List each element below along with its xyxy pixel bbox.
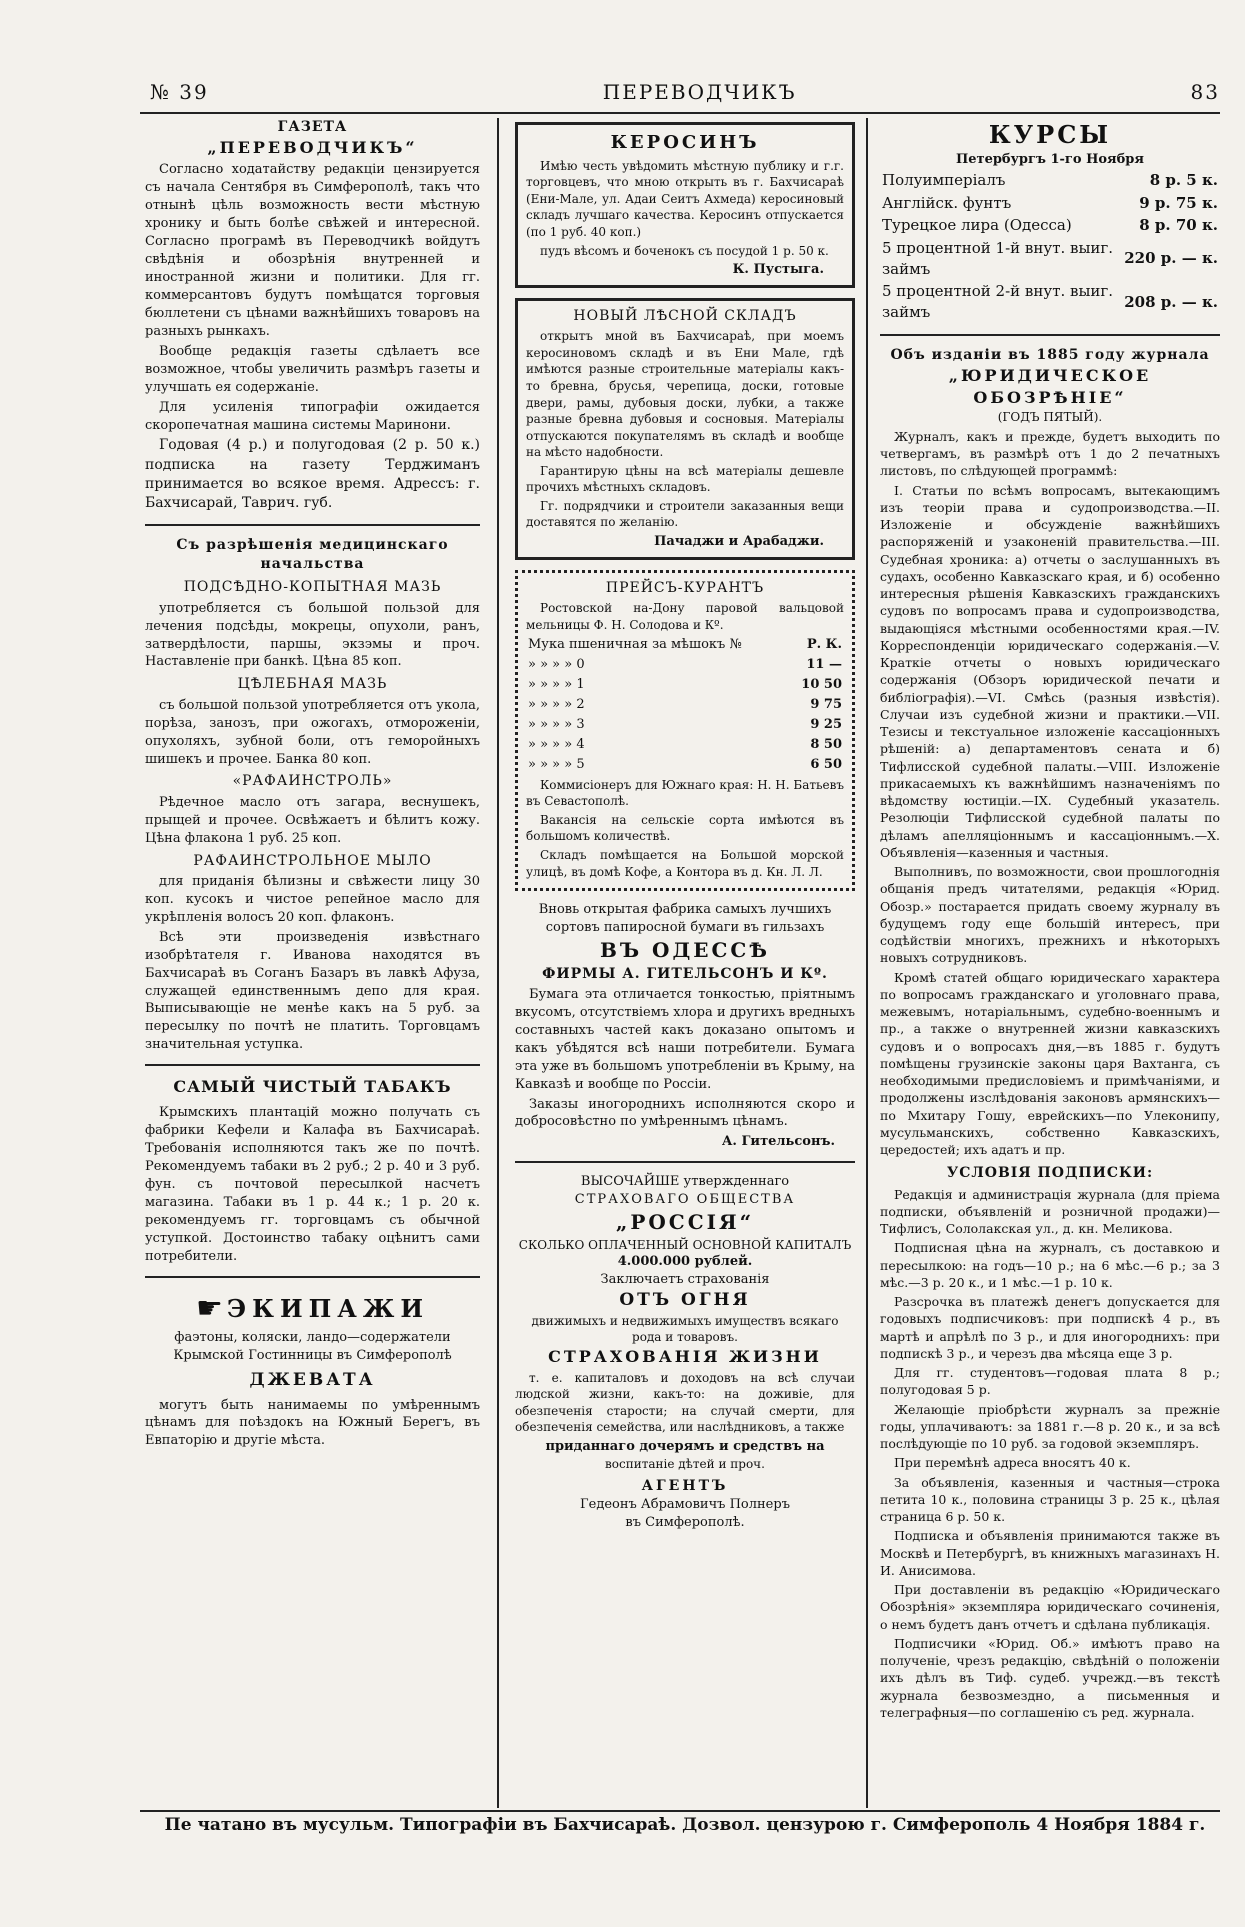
subscription-condition: За объявленія, казенныя и частныя—строка петита 10 к., половина страницы 3 р. 25 к., цѣлая страница 6 р. 50 к. xyxy=(880,1474,1220,1525)
medical-ads xyxy=(145,536,480,1055)
gazeta-name: „ПЕРЕВОДЧИКЪ“ xyxy=(207,138,418,158)
carriage-owner: ДЖЕВАТА xyxy=(249,1370,376,1391)
carriage-text-2: могутъ быть нанимаемы по умѣреннымъ цѣнамъ для поѣздокъ на Южный Берегъ, въ Евпаторію и другіе мѣста. xyxy=(145,1397,480,1449)
issue-number: № 39 xyxy=(150,80,209,104)
subscription-condition: Подписка и объявленія принимаются также въ Москвѣ и Петербургѣ, въ книжныхъ магазинахъ Н. И. Анисимова. xyxy=(880,1528,1220,1578)
section-rule xyxy=(145,524,480,526)
gazeta-paragraph: Для усиленія типографіи ожидается скоропечатная машина системы Маринони. xyxy=(145,399,480,433)
kerosene-text: Имѣю честь увѣдомить мѣстную публику и г.г. торговцевъ, что мною открыть въ г. Бахчисараѣ (Ени-Мале, ул. Адаи Сеитъ Ахмеда) керосиновый складъ лучшаго качества. Керосинъ отпускается (по 1 руб. 40 коп.) xyxy=(526,158,844,240)
table-cell: 11 — xyxy=(806,657,842,673)
lumber-text-2: Гарантирую цѣны на всѣ матеріалы дешевле прочихъ мѣстныхъ складовъ. xyxy=(526,463,844,495)
insurance-agent-name: Гедеонъ Абрамовичъ Полнеръ xyxy=(580,1496,790,1512)
subscription-condition: Подписная цѣна на журналъ, съ доставкою и пересылкою: на годъ—10 р.; на 6 мѣс.—6 р.; за 3 мѣс.—3 р. 20 к., и 1 мѣс.—1 р. 10 к. xyxy=(880,1240,1220,1290)
lumber-ad xyxy=(515,298,855,560)
subscription-condition: Подписчики «Юрид. Об.» имѣютъ право на полученіе, чрезъ редакцію, свѣдѣній о положеніи ихъ дѣлъ въ Тиф. судеб. учрежд.—въ текстѣ журнала безвозмездно, а письменныя и телеграфныя—по соглашенію съ ред. журнала. xyxy=(880,1635,1220,1720)
table-row xyxy=(880,214,1220,237)
rates-title: КУРСЫ xyxy=(988,120,1112,149)
kerosene-title: КЕРОСИНЪ xyxy=(610,132,760,153)
insurance-line: воспитаніе дѣтей и проч. xyxy=(605,1456,765,1471)
insurance-life: СТРАХОВАНІЯ ЖИЗНИ xyxy=(548,1346,822,1366)
journal-paragraph: Журналъ, какъ и прежде, будетъ выходить по четвергамъ, въ размѣрѣ отъ 1 до 2 печатныхъ листовъ, по слѣдующей программѣ: xyxy=(880,428,1220,479)
journal-title-1: Объ изданіи въ 1885 году журнала xyxy=(890,346,1210,363)
table-cell: 5 процентной 1-й внут. выиг. займъ xyxy=(882,239,1114,278)
insurance-line: СТРАХОВАГО ОБЩЕСТВА xyxy=(574,1192,796,1208)
journal-ad xyxy=(880,346,1220,1721)
insurance-ad xyxy=(515,1173,855,1531)
lumber-text: открытъ мной въ Бахчисараѣ, при моемъ керосиновомъ складѣ и въ Ени Мале, гдѣ имѣются разные строительные матеріалы какъ-то бревна, брусья, черепица, доски, готовые двери, рамы, дубовыя доски, лубки, а также разные бревна дубовыя и сосновыя. Матеріалы отпускаются покупателямъ въ складѣ и вообще на мѣсто надобности. xyxy=(526,329,844,460)
section-rule xyxy=(145,1276,480,1278)
price-list-agent: Коммисіонеръ для Южнаго края: Н. Н. Батьевъ въ Севастополѣ. xyxy=(526,777,845,809)
table-head: Р. К. xyxy=(806,637,842,653)
subscription-condition: При перемѣнѣ адреса вносятъ 40 к. xyxy=(894,1455,1131,1471)
insurance-line: т. е. капиталовъ и доходовъ на всѣ случаи людской жизни, какъ-то: на доживіе, для обезпеченія старости; на случай смерти, для обезпеченія семейства, или наслѣдниковъ, а также xyxy=(515,1370,855,1435)
paper-signature: А. Гительсонъ. xyxy=(721,1134,835,1150)
newspaper-title: ПЕРЕВОДЧИКЪ xyxy=(602,80,797,104)
rafainstrol-text: Рѣдечное масло отъ загара, веснушекъ, прыщей и прочее. Освѣжаетъ и бѣлитъ кожу. Цѣна флакона 1 руб. 25 коп. xyxy=(145,794,480,846)
tobacco-text: Крымскихъ плантацій можно получать съ фабрики Кефели и Калафа въ Бахчисараѣ. Требованія исполняются такъ же по почтѣ. Рекомендуемъ табаки въ 2 руб.; 2 р. 40 и 3 руб. фун. съ почтовой пересылкой насчетъ магазина. Табаки въ 1 р. 44 к.; 1 р. 20 к. рекомендуемъ гг. торговцамъ съ обычной уступкой. Достоинство табаку оцѣнитъ сами потребители. xyxy=(145,1105,480,1264)
table-row xyxy=(526,655,844,675)
paper-text-2: Заказы иногороднихъ исполняются скоро и добросовѣстно по умѣреннымъ цѣнамъ. xyxy=(515,1096,855,1130)
ointment1-title: ПОДСѢДНО-КОПЫТНАЯ МАЗЬ xyxy=(183,579,442,596)
subscription-title: УСЛОВІЯ ПОДПИСКИ: xyxy=(946,1165,1154,1182)
price-list-subtitle: Ростовской на-Дону паровой вальцовой мельницы Ф. Н. Солодова и Кº. xyxy=(526,601,844,632)
table-row xyxy=(526,695,844,715)
gazeta-paragraph: Вообще редакція газеты сдѣлаетъ все возможное, чтобы увеличить размѣръ газеты и улучшать ея содержаніе. xyxy=(145,343,480,395)
insurance-line: Заключаетъ страхованія xyxy=(600,1272,770,1288)
column-divider-2 xyxy=(866,118,868,1808)
rates-subtitle: Петербургъ 1-го Ноября xyxy=(955,152,1145,168)
column-divider-1 xyxy=(497,118,499,1808)
price-list-note: Вакансія на сельскіе сорта имѣются въ большомъ количествѣ. xyxy=(526,812,844,844)
tobacco-title: САМЫЙ ЧИСТЫЙ ТАБАКЪ xyxy=(173,1077,452,1097)
column-middle xyxy=(515,118,855,1542)
kerosene-price: пудъ вѣсомъ и боченокъ съ посудой 1 р. 50 к. xyxy=(540,243,829,258)
price-list-note: Складъ помѣщается на Большой морской улицѣ, въ домѣ Кофе, а Контора въ д. Кн. Л. Л. xyxy=(526,848,844,879)
table-cell: 8 р. 70 к. xyxy=(1139,216,1218,235)
medical-note: Всѣ эти произведенія извѣстнаго изобрѣтателя г. Иванова находятся въ Бахчисараѣ въ Соганъ Базаръ въ лавкѣ Афуза, служащей единственнымъ депо для края. Выписывающіе не менѣе какъ на 5 руб. за пересылку по почтѣ не платить. Торговцамъ значительная уступка. xyxy=(145,929,480,1053)
paper-text: Бумага эта отличается тонкостью, пріятнымъ вкусомъ, отсутствіемъ хлора и другихъ вредныхъ составныхъ частей какъ доказано опытомъ и какъ убѣдятся всѣ наши потребители. Бумага эта уже въ большомъ употребленіи въ Крыму, на Кавказѣ и вообще по Россіи. xyxy=(515,986,855,1092)
subscription-condition: Для гг. студентовъ—годовая плата 8 р.; полугодовая 5 р. xyxy=(880,1365,1220,1398)
journal-program: I. Статьи по всѣмъ вопросамъ, вытекающимъ изъ теоріи права и судопроизводства.—II. Изложеніе и обсужденіе важнѣйшихъ распоряженій и узаконеній правительства.—III. Судебная хроника: а) отчеты о заслушанныхъ въ судахъ, особенно Кавказскаго края, и б) особенно интересныя рѣшенія Кавказскихъ гражданскихъ судовъ по вопросамъ права и судопроизводства, выдающіяся мѣстными особенностями края.—IV. Корреспонденціи юридическаго содержанія.—V. Краткіе отчеты о новыхъ юридическаго содержанія (Обзоръ юридической печати и библіографія).—VI. Смѣсь (разныя извѣстія). Случаи изъ судебной жизни и практики.—VII. Тезисы и текстуальное изложеніе кассаціонныхъ рѣшеній: а) департаментовъ сената и б) Тифлисской судебной палаты.—VIII. Изложеніе прикасаемыхъ къ важнѣйшимъ назначеніямъ по вѣдомству юстиціи.—IX. Судебный указатель. Резолюціи Тифлисской судебной палаты по дѣламъ апелляціоннымъ и кассаціоннымъ.—X. Объявленія—казенныя и частныя. xyxy=(880,482,1220,860)
table-cell: 9 75 xyxy=(810,697,842,713)
medical-header: Съ разрѣшенія медицинскаго начальства xyxy=(176,536,449,573)
table-row xyxy=(880,169,1220,192)
lumber-text-3: Гг. подрядчики и строители заказанныя вещи доставятся по желанію. xyxy=(526,498,844,530)
price-table xyxy=(526,635,844,775)
insurance-agent-city: въ Симферополѣ. xyxy=(625,1514,745,1530)
column-right xyxy=(880,118,1220,1731)
footer-rule xyxy=(140,1810,1220,1812)
page-header xyxy=(150,72,1220,112)
insurance-capital: 4.000.000 рублей. xyxy=(617,1254,753,1270)
table-row xyxy=(526,715,844,735)
price-list-title: ПРЕЙСЪ-КУРАНТЪ xyxy=(605,579,765,596)
table-cell: Турецкое лира (Одесса) xyxy=(882,216,1072,235)
imprint-footer: Пе чатано въ мусульм. Типографіи въ Бахчисараѣ. Дозвол. цензурою г. Симферополь 4 Ноября 1884 г. xyxy=(164,1815,1206,1835)
gazeta-title: ГАЗЕТА xyxy=(277,119,348,135)
lumber-title: НОВЫЙ ЛѢСНОЙ СКЛАДЪ xyxy=(573,308,797,325)
tobacco-ad xyxy=(145,1076,480,1266)
subscription-condition: Разсрочка въ платежѣ денегъ допускается для годовыхъ подписчиковъ: при подпискѣ 4 р., въ мартѣ и апрѣлѣ по 3 р., и для иногороднихъ: при подпискѣ 3 р., и черезъ два мѣсяца еще 3 р. xyxy=(880,1294,1220,1361)
paper-city: ВЪ ОДЕССѢ xyxy=(600,937,770,962)
soap-text: для приданія бѣлизны и свѣжести лицу 30 коп. кусокъ и чистое репейное масло для укрѣпленія волосъ 20 коп. флаконъ. xyxy=(145,873,480,925)
table-cell: 208 р. — к. xyxy=(1124,292,1218,311)
kerosene-signature: К. Пустыга. xyxy=(732,262,824,278)
carriage-text: фаэтоны, коляски, ландо—содержатели Крымской Гостинницы въ Симферополѣ xyxy=(173,1330,452,1364)
table-cell: 9 р. 75 к. xyxy=(1139,193,1218,212)
table-row xyxy=(526,675,844,695)
insurance-fire: ОТЪ ОГНЯ xyxy=(619,1290,751,1311)
table-row xyxy=(880,237,1220,280)
subscription-condition: Желающіе пріобрѣсти журналъ за прежніе годы, уплачиваютъ: за 1881 г.—8 р. 20 к., и за всѣ послѣдующіе по 10 руб. за годовой экземпляръ. xyxy=(880,1401,1220,1452)
insurance-name: „РОССІЯ“ xyxy=(615,1210,755,1235)
table-cell: Полуимперіалъ xyxy=(882,171,1006,190)
table-row xyxy=(880,280,1220,323)
table-cell: 5 процентной 2-й внут. выиг. займъ xyxy=(882,282,1114,322)
table-row xyxy=(526,735,844,755)
table-cell: 9 25 xyxy=(810,717,842,733)
journal-year: (ГОДЪ ПЯТЫЙ). xyxy=(997,410,1103,425)
price-list-ad xyxy=(515,570,855,891)
carriage-ad xyxy=(145,1288,480,1451)
ointment1-text: употребляется съ большой пользой для лечения подсѣды, мокрецы, опухоли, ранъ, затвердѣлости, паршы, экзэмы и проч. Наставленіе при банкѣ. Цѣна 85 коп. xyxy=(145,600,480,670)
table-cell: » » » » 4 xyxy=(528,736,585,752)
table-row xyxy=(526,635,844,655)
paper-ad xyxy=(515,901,855,1151)
kerosene-ad xyxy=(515,122,855,288)
table-cell: » » » » 5 xyxy=(528,756,585,772)
gazeta-notice xyxy=(145,118,480,514)
insurance-line: ВЫСОЧАЙШЕ утвержденнаго xyxy=(580,1174,790,1190)
subscription-condition: Редакція и администрація журнала (для пріема подписки, объявленій и розничной продажи)—Тифлисъ, Сололакская ул., д. кн. Меликова. xyxy=(880,1186,1220,1237)
lumber-signature: Пачаджи и Арабаджи. xyxy=(654,533,824,549)
table-row xyxy=(880,192,1220,215)
table-cell: 220 р. — к. xyxy=(1124,249,1218,268)
paper-intro: Вновь открытая фабрика самыхъ лучшихъ сортовъ папиросной бумаги въ гильзахъ xyxy=(538,902,832,936)
table-cell: » » » » 2 xyxy=(528,697,585,713)
header-rule xyxy=(140,112,1220,114)
gazeta-paragraph: Согласно ходатайству редакціи цензируется съ начала Сентября въ Симферополѣ, такъ что отнынѣ цѣль возможность вести мѣстную хронику и быть болѣе свѣжей и интересной. Согласно програмѣ въ Переводчикѣ войдутъ свѣдѣнія и обозрѣнія внутренней и иностранной жизни и политики. Для гг. коммерсантовъ будутъ помѣщатся торговыя бюллетени съ цѣнами важнѣйшихъ товаровъ на разныхъ рынкахъ. xyxy=(145,162,480,339)
insurance-agent-title: АГЕНТЪ xyxy=(641,1477,729,1494)
rates-table xyxy=(880,169,1220,324)
pointing-hand-icon: ☛ xyxy=(195,1290,223,1326)
table-head: Мука пшеничная за мѣшокъ № xyxy=(528,637,742,653)
journal-paragraph: Выполнивъ, по возможности, свои прошлогоднія общанія предъ читателями, редакція «Юрид. Обозр.» постарается придать своему журналу въ будущемъ году еще большій интересъ, при содѣйствіи многихъ, прежнихъ и нѣкоторыхъ новыхъ сотрудниковъ. xyxy=(880,864,1220,966)
table-cell: » » » » 0 xyxy=(528,657,585,673)
gazeta-subscription: Годовая (4 р.) и полугодовая (2 р. 50 к.) подписка на газету Терджиманъ принимается во всякое время. Адрессъ: г. Бахчисарай, Таврич. губ. xyxy=(145,437,480,512)
ointment2-text: съ большой пользой употребляется отъ укола, порѣза, занозъ, при ожогахъ, отмороженіи, опухоляхъ, зубной боли, отъ геморойныхъ шишекъ и прочее. Банка 80 коп. xyxy=(145,697,480,767)
column-left xyxy=(145,118,480,1460)
paper-firm: ФИРМЫ А. ГИТЕЛЬСОНЪ И Кº. xyxy=(542,965,828,982)
section-rule xyxy=(515,1161,855,1163)
soap-title: РАФАИНСТРОЛЬНОЕ МЫЛО xyxy=(193,852,432,869)
ointment2-title: ЦѢЛЕБНАЯ МАЗЬ xyxy=(237,676,388,693)
table-cell: 10 50 xyxy=(801,677,842,693)
insurance-line: приданнаго дочерямъ и средствъ на xyxy=(545,1439,825,1455)
table-row xyxy=(526,755,844,775)
table-cell: 8 р. 5 к. xyxy=(1149,171,1218,190)
subscription-condition: При доставленіи въ редакцію «Юридическаго Обозрѣнія» экземпляра юридическаго сочиненія, о немъ будетъ данъ отчетъ и сдѣлана публикація. xyxy=(880,1582,1220,1632)
carriage-title: ЭКИПАЖИ xyxy=(227,1293,430,1323)
journal-paragraph: Кромѣ статей общаго юридическаго характера по вопросамъ гражданскаго и уголовнаго права, межевымъ, нотаріальнымъ, судебно-военнымъ и пр., а также о внутренней жизни кавказскихъ судовъ и о вопросахъ дня,—въ 1885 г. будутъ помѣщены грузинскіе законы царя Вахтанга, съ необходимыми предисловіемъ и примѣчаніями, и продолжены изслѣдованія законовъ армянскихъ—по Мхитару Гошу, еврейскихъ—по Улеконипу, мусульманскихъ, собственно Кавказскихъ, цередостей; ихъ адатъ и пр. xyxy=(880,969,1220,1158)
page-number: 83 xyxy=(1190,80,1220,104)
section-rule xyxy=(880,334,1220,336)
table-cell: 6 50 xyxy=(810,756,842,772)
rafainstrol-title: «РАФАИНСТРОЛЬ» xyxy=(232,773,393,790)
table-cell: Англійск. фунтъ xyxy=(882,193,1012,212)
table-cell: 8 50 xyxy=(810,736,842,752)
journal-name: „ЮРИДИЧЕСКОЕ ОБОЗРѢНІЕ“ xyxy=(948,366,1152,408)
insurance-line: СКОЛЬКО ОПЛАЧЕННЫЙ ОСНОВНОЙ КАПИТАЛЪ xyxy=(518,1237,852,1252)
table-cell: » » » » 3 xyxy=(528,717,585,733)
table-cell: » » » » 1 xyxy=(528,677,585,693)
insurance-line: движимыхъ и недвижимыхъ имуществъ всякаго рода и товаровъ. xyxy=(531,1313,839,1345)
exchange-rates xyxy=(880,118,1220,324)
section-rule xyxy=(145,1064,480,1066)
